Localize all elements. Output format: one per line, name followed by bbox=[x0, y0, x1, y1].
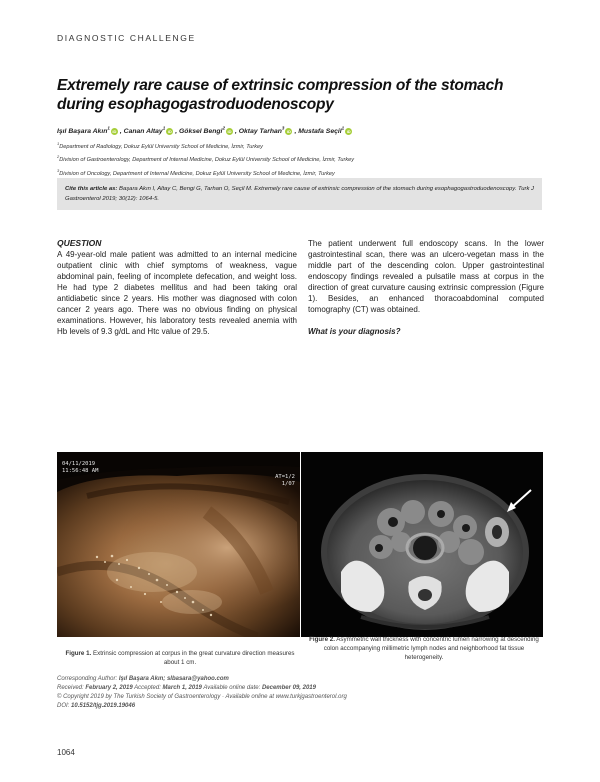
author-name: Mustafa Seçil bbox=[298, 128, 342, 136]
author-name: Işıl Başara Akın bbox=[57, 128, 108, 136]
corresponding-author: Corresponding Author: Işıl Başara Akın; slbasara@yahoo.com bbox=[57, 676, 229, 682]
figure-2-ct-image bbox=[301, 452, 543, 637]
question-paragraph-1: A 49-year-old male patient was admitted to an internal medicine outpatient clinic with chief symptoms of weakness, vague abdominal pain, feeling of incomplete defecation, and weight loss. He had type 2 diabetes mellitus and had been taking oral antidiabetic since 2 years. His mother was diagnosed with colon cancer 2 years ago. There was no obvious finding on physical examinations. However, his laboratory tests revealed anemia with Hb levels of 9.3 g/dL and Htc value of 29.5. bbox=[57, 250, 297, 336]
figure-1-caption-label: Figure 1. bbox=[65, 650, 92, 657]
orcid-icon[interactable]: iD bbox=[167, 128, 172, 134]
question-heading: QUESTION bbox=[57, 238, 102, 248]
diagnosis-prompt: What is your diagnosis? bbox=[308, 327, 401, 336]
affiliation-ref: 1 bbox=[107, 126, 110, 131]
affiliation-ref: 1 bbox=[341, 126, 345, 131]
affiliation-ref: 2 bbox=[222, 126, 225, 131]
figure-2-caption bbox=[306, 635, 542, 662]
figure-2-caption-text: Asymmetric wall thickness with concentric lumen narrowing at descending colon accompanying millimetric lymph nodes and neighborhood fat tissue heterogeneity. bbox=[323, 636, 539, 661]
ct-scan bbox=[301, 452, 543, 637]
affiliation-ref: 3 bbox=[281, 126, 285, 131]
doi-link[interactable]: 10.5152/tjg.2019.19046 bbox=[71, 703, 136, 709]
copyright: © Copyright 2019 by The Turkish Society of Gastroenterology · Available online at www.turkjgastroenterol.org bbox=[57, 694, 347, 700]
author-4[interactable]: Oktay Tarhan$^3$iD , bbox=[238, 126, 299, 136]
question-column-left bbox=[57, 238, 297, 337]
corresponding-author-email[interactable]: Işıl Başara Akın; slbasara@yahoo.com bbox=[118, 676, 229, 682]
figure-1-caption-text: Extrinsic compression at corpus in the great curvature direction measures about 1 cm. bbox=[91, 650, 295, 666]
affiliation-2: $^2$Division of Gastroenterology, Department of Internal Medicine, Dokuz Eylül University School of Medicine, İzmir, Turkey bbox=[57, 154, 355, 164]
endoscopy-timestamp: 04/11/2019 11:56:48 AM bbox=[62, 461, 99, 474]
figure-1-caption bbox=[60, 649, 300, 667]
endoscopy-photo bbox=[57, 452, 300, 637]
citation-box bbox=[57, 178, 542, 210]
question-column-right bbox=[308, 238, 544, 337]
citation-label: Cite this article as: bbox=[65, 186, 118, 192]
orcid-icon[interactable]: iD bbox=[286, 128, 291, 134]
author-1[interactable]: Işıl Başara Akın$^1$iD , bbox=[57, 126, 124, 136]
question-paragraph-2: The patient underwent full endoscopy scans. In the lower gastrointestinal scan, there was an ulcero-vegetan mass in the middle part of the descending colon. Upper gastrointestinal endoscopy findings revealed a pulsatile mass at corpus in the direction of great curvature causing extrinsic compression (Figure 1). Besides, an enhanced thoracoabdominal computed tomography (CT) was obtained. bbox=[308, 239, 544, 314]
affiliation-1: $^1$Department of Radiology, Dokuz Eylül University School of Medicine, İzmir, Turkey bbox=[57, 141, 263, 150]
author-name: Oktay Tarhan bbox=[238, 128, 282, 136]
citation-text: Başara Akın I, Altay C, Bengi G, Tarhan O, Seçil M. Extremely rare cause of extrinsic compression of the stomach during esophagogastroduodenoscopy. Turk J Gastroenterol 2019; 30(12): 1064-5. bbox=[65, 186, 534, 202]
footnotes bbox=[57, 675, 347, 711]
orcid-icon[interactable]: iD bbox=[112, 128, 117, 134]
author-list bbox=[57, 126, 354, 135]
section-label: DIAGNOSTIC CHALLENGE bbox=[57, 33, 196, 43]
affiliation-ref: 1 bbox=[162, 126, 166, 131]
author-3[interactable]: Göksel Bengi$^2$iD , bbox=[179, 126, 239, 136]
received-dates: Received: February 2, 2019 Accepted: March 1, 2019 Available online date: December 09, 2019 bbox=[57, 685, 316, 691]
affiliation-3: $^3$Division of Oncology, Department of Internal Medicine, Dokuz Eylül University School of Medicine, İzmir, Turkey bbox=[57, 167, 335, 177]
affiliations bbox=[57, 139, 354, 179]
author-name: Göksel Bengi bbox=[179, 128, 223, 136]
figure-2-caption-label: Figure 2. bbox=[309, 636, 335, 643]
doi: DOI: 10.5152/tjg.2019.19046 bbox=[57, 703, 136, 709]
page-number: 1064 bbox=[57, 748, 75, 757]
author-5[interactable] bbox=[298, 128, 354, 135]
author-2[interactable]: Canan Altay$^1$iD , bbox=[123, 126, 179, 136]
author-name: Canan Altay bbox=[123, 128, 163, 136]
article-title: Extremely rare cause of extrinsic compression of the stomach during esophagogastroduodenoscopy bbox=[57, 77, 504, 113]
orcid-icon[interactable]: iD bbox=[227, 128, 232, 134]
figure-1-endoscopy-image bbox=[57, 452, 300, 637]
endoscopy-side-info: AT=1/2 1/07 bbox=[275, 474, 295, 487]
orcid-icon[interactable]: iD bbox=[346, 128, 351, 134]
